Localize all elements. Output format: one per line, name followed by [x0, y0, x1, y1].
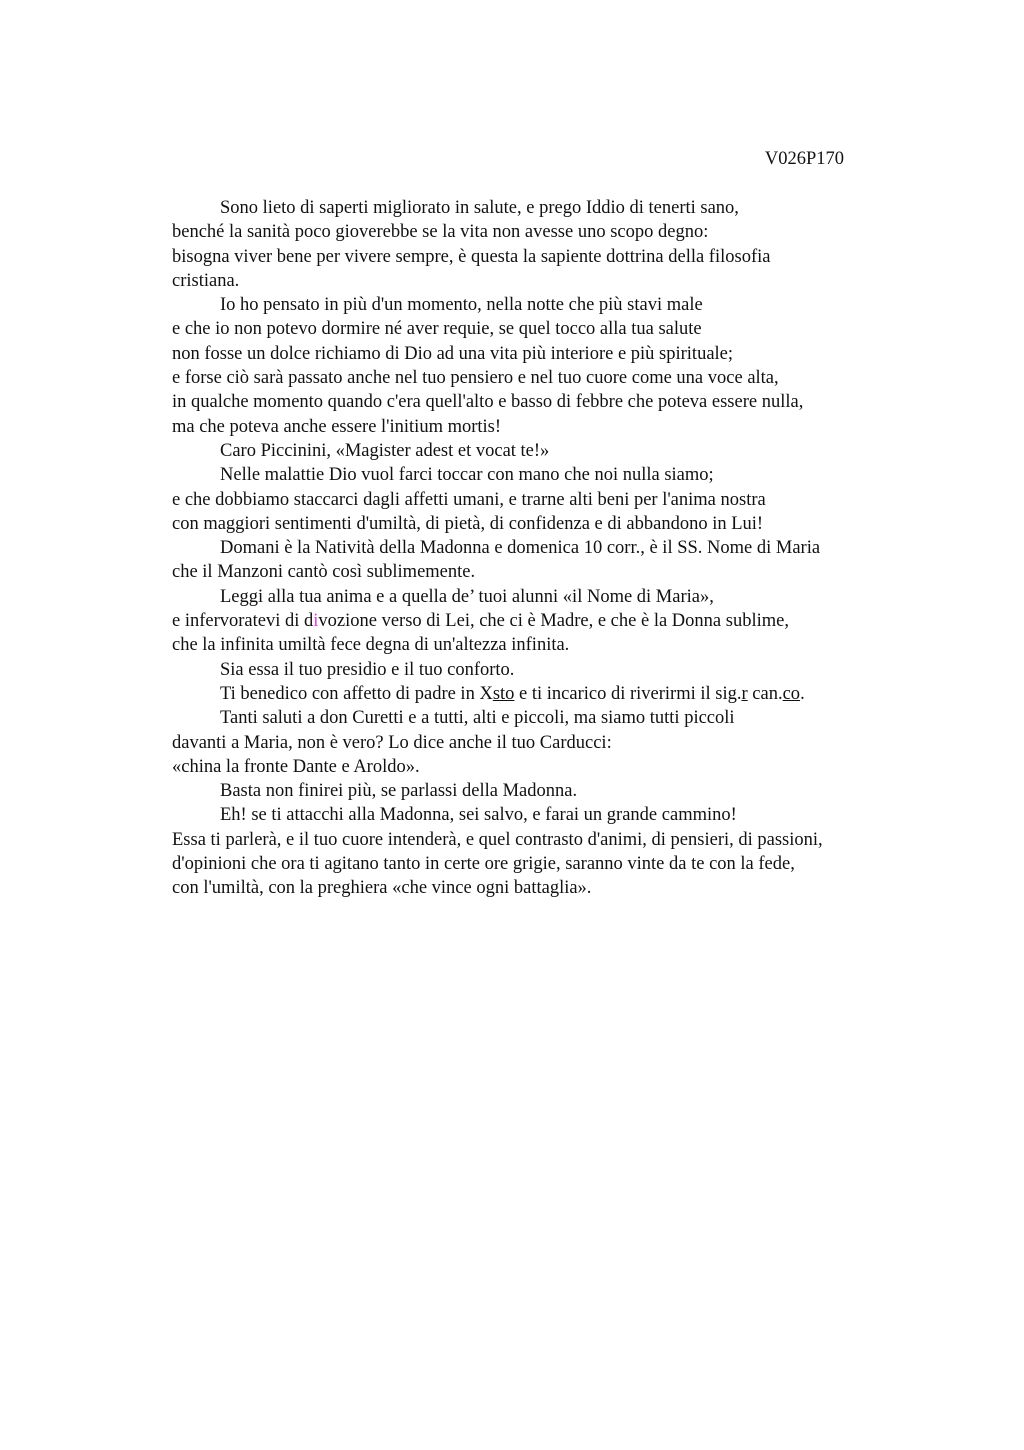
- text-fragment: vozione verso di Lei, che ci è Madre, e che è la Donna sublime,: [318, 611, 789, 632]
- text-line: d'opinioni che ora ti agitano tanto in certe ore grigie, saranno vinte da te con la fede,: [172, 854, 795, 875]
- text-line: con l'umiltà, con la preghiera «che vince ogni battaglia».: [172, 878, 592, 899]
- text-fragment: e infervoratevi di d: [172, 611, 314, 632]
- text-line: cristiana.: [172, 270, 240, 291]
- highlighted-letter: i: [313, 611, 319, 632]
- text-line: Io ho pensato in più d'un momento, nella notte che più stavi male: [220, 295, 703, 316]
- text-line: Sia essa il tuo presidio e il tuo conforto.: [220, 659, 515, 680]
- underlined-abbreviation: sto: [492, 683, 515, 704]
- text-line-benedico: [172, 682, 912, 706]
- text-line: Nelle malattie Dio vuol farci toccar con mano che noi nulla siamo;: [220, 465, 714, 486]
- text-line: con maggiori sentimenti d'umiltà, di pietà, di confidenza e di abbandono in Lui!: [172, 513, 764, 534]
- underlined-abbreviation: r: [741, 683, 748, 704]
- text-line: Domani è la Natività della Madonna e domenica 10 corr., è il SS. Nome di Maria: [220, 538, 821, 559]
- text-line: e forse ciò sarà passato anche nel tuo pensiero e nel tuo cuore come una voce alta,: [172, 368, 779, 389]
- text-line: benché la sanità poco gioverebbe se la vita non avesse uno scopo degno:: [172, 222, 709, 243]
- text-line: Caro Piccinini, «Magister adest et vocat te!»: [220, 440, 550, 461]
- text-line: Sono lieto di saperti migliorato in salute, e prego Iddio di tenerti sano,: [220, 198, 739, 218]
- text-line: in qualche momento quando c'era quell'alto e basso di febbre che poteva essere nulla,: [172, 392, 804, 413]
- text-fragment: e ti incarico di riverirmi il sig.: [514, 683, 742, 704]
- letter-body: [172, 196, 912, 901]
- text-line: Basta non finirei più, se parlassi della Madonna.: [220, 781, 578, 802]
- text-line: davanti a Maria, non è vero? Lo dice anche il tuo Carducci:: [172, 732, 612, 753]
- text-line: Tanti saluti a don Curetti e a tutti, alti e piccoli, ma siamo tutti piccoli: [220, 708, 735, 729]
- text-fragment: can.: [747, 683, 783, 704]
- text-line: non fosse un dolce richiamo di Dio ad una vita più interiore e più spirituale;: [172, 343, 734, 364]
- text-line: «china la fronte Dante e Aroldo».: [172, 756, 420, 777]
- text-line-divozione: [172, 609, 912, 633]
- text-line: Essa ti parlerà, e il tuo cuore intenderà, e quel contrasto d'animi, di pensieri, di passioni,: [172, 829, 823, 850]
- text-line: che la infinita umiltà fece degna di un'altezza infinita.: [172, 635, 570, 656]
- text-line: Eh! se ti attacchi alla Madonna, sei salvo, e farai un grande cammino!: [220, 805, 737, 826]
- text-line: e che dobbiamo staccarci dagli affetti umani, e trarne alti beni per l'anima nostra: [172, 489, 766, 510]
- page-reference: V026P170: [764, 149, 844, 169]
- text-fragment: Ti benedico con affetto di padre in X: [220, 683, 493, 704]
- text-line: e che io non potevo dormire né aver requie, se quel tocco alla tua salute: [172, 319, 702, 340]
- text-fragment: .: [800, 683, 805, 704]
- text-line: bisogna viver bene per vivere sempre, è questa la sapiente dottrina della filosofia: [172, 246, 771, 267]
- text-line: che il Manzoni cantò così sublimemente.: [172, 562, 476, 583]
- text-line: Leggi alla tua anima e a quella de’ tuoi alunni «il Nome di Maria»,: [220, 586, 714, 607]
- text-line: ma che poteva anche essere l'initium mortis!: [172, 416, 502, 437]
- underlined-abbreviation: co: [782, 683, 801, 704]
